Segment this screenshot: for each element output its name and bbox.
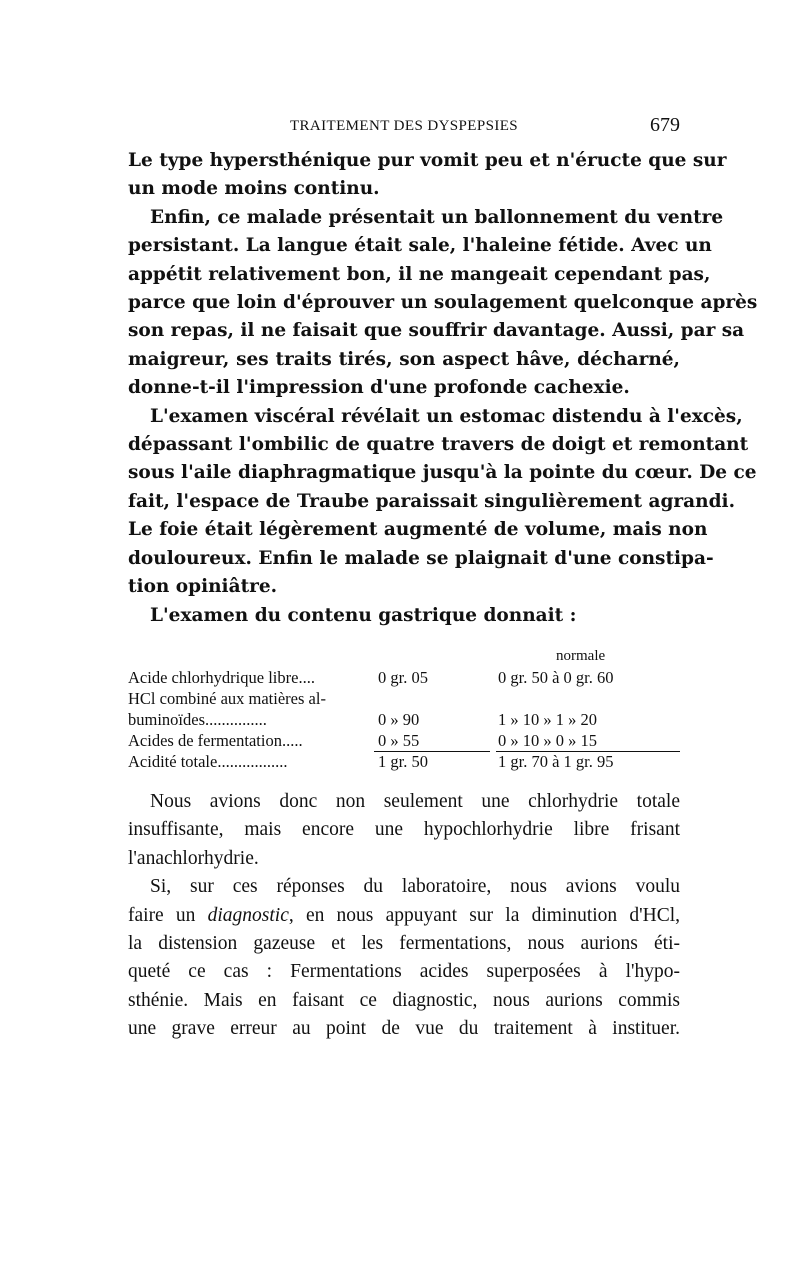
text-line: Si, sur ces réponses du laboratoire, nous avions voulu: [150, 876, 680, 898]
text-line: parce que loin d'éprouver un soulagement quelconque après: [128, 292, 758, 314]
text-line: la distension gazeuse et les fermentations, nous aurions éti-: [128, 932, 680, 954]
row-label: Acide chlorhydrique libre....: [128, 667, 315, 687]
row-value: 0 » 55: [378, 730, 420, 750]
paragraph-5: [128, 788, 680, 873]
page-header: [128, 112, 680, 142]
text-line: donne-t-il l'impression d'une profonde cachexie.: [128, 377, 630, 399]
row-normal: 0 gr. 50 à 0 gr. 60: [498, 667, 614, 687]
text-line: une grave erreur au point de vue du traitement à instituer.: [128, 1018, 680, 1040]
text-line: [128, 902, 680, 930]
paragraph-4: [128, 602, 680, 630]
text-line: queté ce cas : Fermentations acides superposées à l'hypo-: [128, 961, 680, 983]
row-value: 0 gr. 05: [378, 667, 428, 687]
text-line: douloureux. Enfin le malade se plaignait d'une constipa-: [128, 547, 714, 569]
table-row: [128, 709, 680, 730]
text-line: dépassant l'ombilic de quatre travers de doigt et remontant: [128, 434, 749, 456]
text-line: L'examen du contenu gastrique donnait :: [150, 604, 577, 626]
paragraph-3: [128, 403, 757, 602]
table-header-row: [128, 646, 680, 667]
running-head: TRAITEMENT DES DYSPEPSIES: [289, 118, 519, 134]
table-row: [128, 751, 680, 772]
paragraph-2: [128, 204, 758, 403]
row-label: HCl combiné aux matières al-: [128, 688, 326, 708]
italic-word: diagnostic: [207, 904, 289, 926]
text-line: Enfin, ce malade présentait un ballonnement du ventre: [150, 206, 724, 228]
text-line: appétit relativement bon, il ne mangeait cependant pas,: [128, 263, 711, 285]
row-normal: 0 » 10 » 0 » 15: [498, 730, 597, 750]
text-line: tion opiniâtre.: [128, 576, 278, 598]
row-value: 1 gr. 50: [378, 751, 428, 771]
table-row: [128, 667, 680, 688]
text-line: maigreur, ses traits tirés, son aspect hâve, décharné,: [128, 348, 680, 370]
table-row: [128, 730, 680, 751]
text-line: sthénie. Mais en faisant ce diagnostic, nous aurions commis: [128, 989, 680, 1011]
row-normal: 1 gr. 70 à 1 gr. 95: [498, 751, 614, 771]
lower-text: [128, 788, 680, 1044]
paragraph-1: [128, 147, 727, 204]
row-normal: 1 » 10 » 1 » 20: [498, 709, 597, 729]
text-line: un mode moins continu.: [128, 178, 380, 200]
text-line: l'anachlorhydrie.: [128, 847, 259, 869]
normal-column-header: normale: [556, 647, 606, 664]
text-run: faire un: [128, 904, 208, 926]
text-run: , en nous appuyant sur la diminution d'HCl,: [288, 904, 680, 926]
gastric-analysis-table: [128, 646, 680, 772]
text-line: fait, l'espace de Traube paraissait singulièrement agrandi.: [128, 490, 736, 512]
paragraph-6: [128, 873, 680, 1043]
text-line: insuffisante, mais encore une hypochlorhydrie libre frisant: [128, 819, 680, 841]
row-label: buminoïdes...............: [128, 709, 267, 729]
row-label: Acidité totale.................: [128, 751, 288, 771]
text-line: L'examen viscéral révélait un estomac distendu à l'excès,: [150, 405, 743, 427]
page-number: 679: [650, 114, 680, 136]
row-label: Acides de fermentation.....: [128, 730, 303, 750]
text-line: Nous avions donc non seulement une chlorhydrie totale: [150, 790, 680, 812]
table-row: [128, 688, 680, 709]
text-line: Le type hypersthénique pur vomit peu et n'éructe que sur: [128, 150, 727, 171]
text-line: sous l'aile diaphragmatique jusqu'à la pointe du cœur. De ce: [128, 462, 757, 484]
page-body: [128, 147, 758, 1044]
text-line: persistant. La langue était sale, l'haleine fétide. Avec un: [128, 235, 712, 257]
text-line: son repas, il ne faisait que souffrir davantage. Aussi, par sa: [128, 320, 745, 342]
text-line: Le foie était légèrement augmenté de volume, mais non: [128, 519, 708, 541]
row-value: 0 » 90: [378, 709, 420, 729]
